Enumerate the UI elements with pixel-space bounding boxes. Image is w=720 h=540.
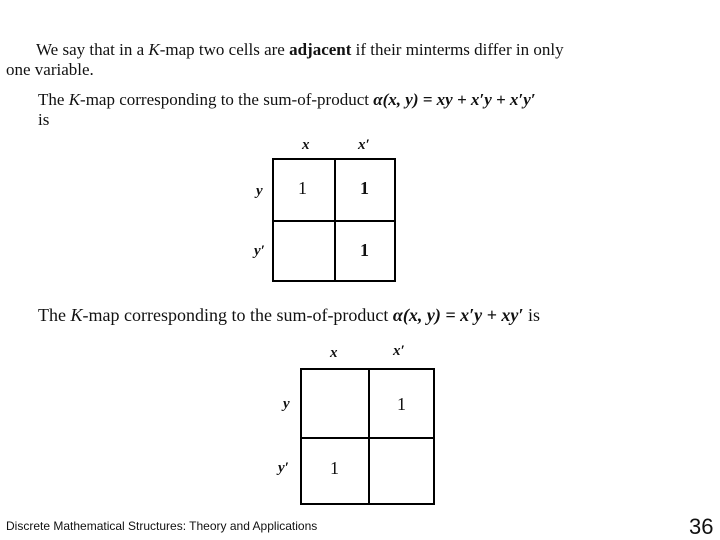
map1-sentence-end: is bbox=[38, 110, 50, 129]
map2-cell-x-prime-y: 1 bbox=[397, 394, 406, 414]
map2-sentence-end: is bbox=[523, 305, 540, 325]
map1-sentence-text: -map corresponding to the sum-of-product bbox=[80, 90, 374, 109]
map2-sentence bbox=[38, 305, 540, 325]
map1-col-label-x-prime: x′ bbox=[358, 137, 370, 153]
page-number: 36 bbox=[689, 514, 714, 539]
intro-line-1 bbox=[36, 40, 564, 60]
map1-grid-divider bbox=[274, 220, 394, 222]
map2-row-label-y: y bbox=[283, 396, 290, 412]
map2-sentence-text: The bbox=[38, 305, 71, 325]
intro-adjacent-term: adjacent bbox=[289, 40, 352, 59]
map1-cell-xy: 1 bbox=[298, 178, 307, 198]
map2-col-label-x: x bbox=[330, 345, 338, 361]
map2-grid-divider bbox=[302, 437, 433, 439]
map2-row-label-y-prime: y′ bbox=[278, 460, 289, 476]
map1-row-label-y-prime: y′ bbox=[254, 243, 265, 259]
map1-formula: α(x, y) = xy + x′y + x′y′ bbox=[373, 90, 536, 109]
intro-text: if their minterms differ in only bbox=[351, 40, 564, 59]
footer-book-title: Discrete Mathematical Structures: Theory and Applications bbox=[6, 519, 318, 533]
map2-col-label-x-prime: x′ bbox=[393, 343, 405, 359]
map1-cell-x-prime-y-prime: 1 bbox=[360, 240, 369, 260]
map2-k: K bbox=[70, 305, 83, 325]
map1-kmap-grid bbox=[272, 158, 396, 282]
map2-sentence-text: -map corresponding to the sum-of-product bbox=[82, 305, 393, 325]
map1-sentence-text: The bbox=[38, 90, 69, 109]
map1-sentence bbox=[38, 90, 536, 110]
map2-cell-x-y-prime: 1 bbox=[330, 458, 339, 478]
intro-text: -map two cells are bbox=[159, 40, 290, 59]
map2-kmap-grid bbox=[300, 368, 435, 505]
intro-text: We say that in a bbox=[36, 40, 149, 59]
intro-k: K bbox=[148, 40, 160, 59]
map1-col-label-x: x bbox=[302, 137, 310, 153]
map2-formula: α(x, y) = x′y + xy′ bbox=[392, 305, 524, 325]
intro-line-2: one variable. bbox=[6, 60, 94, 79]
map1-cell-x-prime-y: 1 bbox=[360, 178, 369, 198]
map1-row-label-y: y bbox=[256, 183, 263, 199]
map1-k: K bbox=[68, 90, 81, 109]
